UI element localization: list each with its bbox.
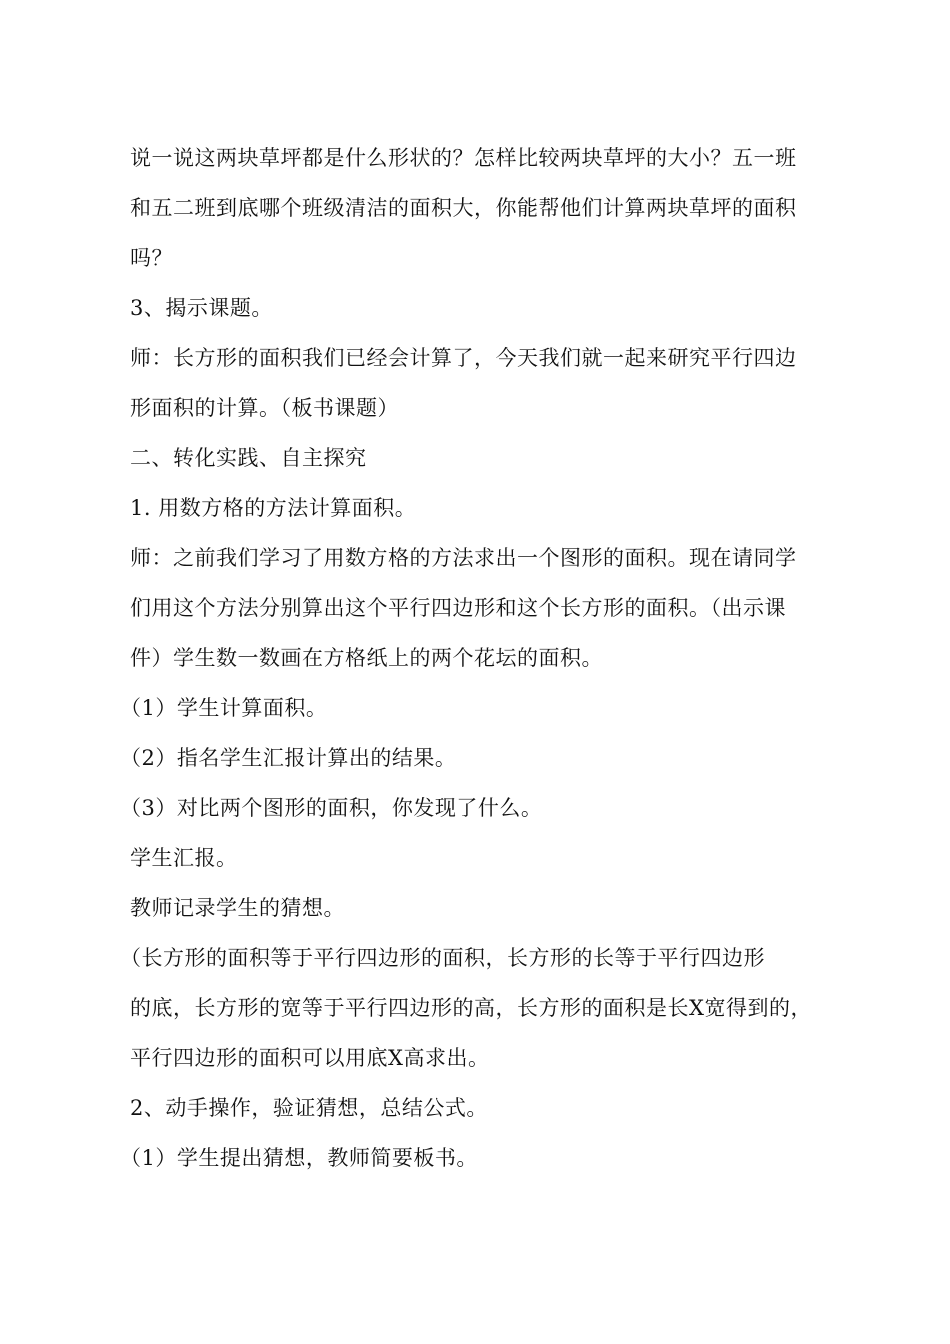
- paragraph-line: 形面积的计算。（板书课题）: [130, 396, 399, 420]
- section-heading: 3、揭示课题。: [130, 296, 273, 320]
- paragraph-line: 的底，长方形的宽等于平行四边形的高，长方形的面积是长X宽得到的，: [130, 996, 812, 1020]
- list-item: （1）学生计算面积。: [120, 696, 328, 720]
- section-heading: 2、动手操作，验证猜想，总结公式。: [130, 1096, 488, 1120]
- paragraph-line: 教师记录学生的猜想。: [130, 896, 345, 920]
- list-item: （1）学生提出猜想，教师简要板书。: [120, 1146, 478, 1170]
- list-item: （3）对比两个图形的面积，你发现了什么。: [120, 796, 543, 820]
- paragraph-line: 们用这个方法分别算出这个平行四边形和这个长方形的面积。（出示课: [130, 596, 786, 620]
- paragraph-line: 件）学生数一数画在方格纸上的两个花坛的面积。: [130, 646, 603, 670]
- paragraph-line: 和五二班到底哪个班级清洁的面积大，你能帮他们计算两块草坪的面积: [130, 196, 797, 220]
- paragraph-line: 平行四边形的面积可以用底X高求出。: [130, 1046, 490, 1070]
- section-heading: 二、转化实践、自主探究: [130, 446, 367, 470]
- paragraph-line: 师：之前我们学习了用数方格的方法求出一个图形的面积。现在请同学: [130, 546, 797, 570]
- paragraph-line: 师：长方形的面积我们已经会计算了，今天我们就一起来研究平行四边: [130, 346, 797, 370]
- section-heading: 1. 用数方格的方法计算面积。: [130, 496, 417, 520]
- paragraph-line: 说一说这两块草坪都是什么形状的？怎样比较两块草坪的大小？五一班: [130, 146, 797, 170]
- paragraph-line: 学生汇报。: [130, 846, 238, 870]
- paragraph-line: （长方形的面积等于平行四边形的面积，长方形的长等于平行四边形: [120, 946, 765, 970]
- list-item: （2）指名学生汇报计算出的结果。: [120, 746, 457, 770]
- paragraph-line: 吗？: [130, 246, 173, 270]
